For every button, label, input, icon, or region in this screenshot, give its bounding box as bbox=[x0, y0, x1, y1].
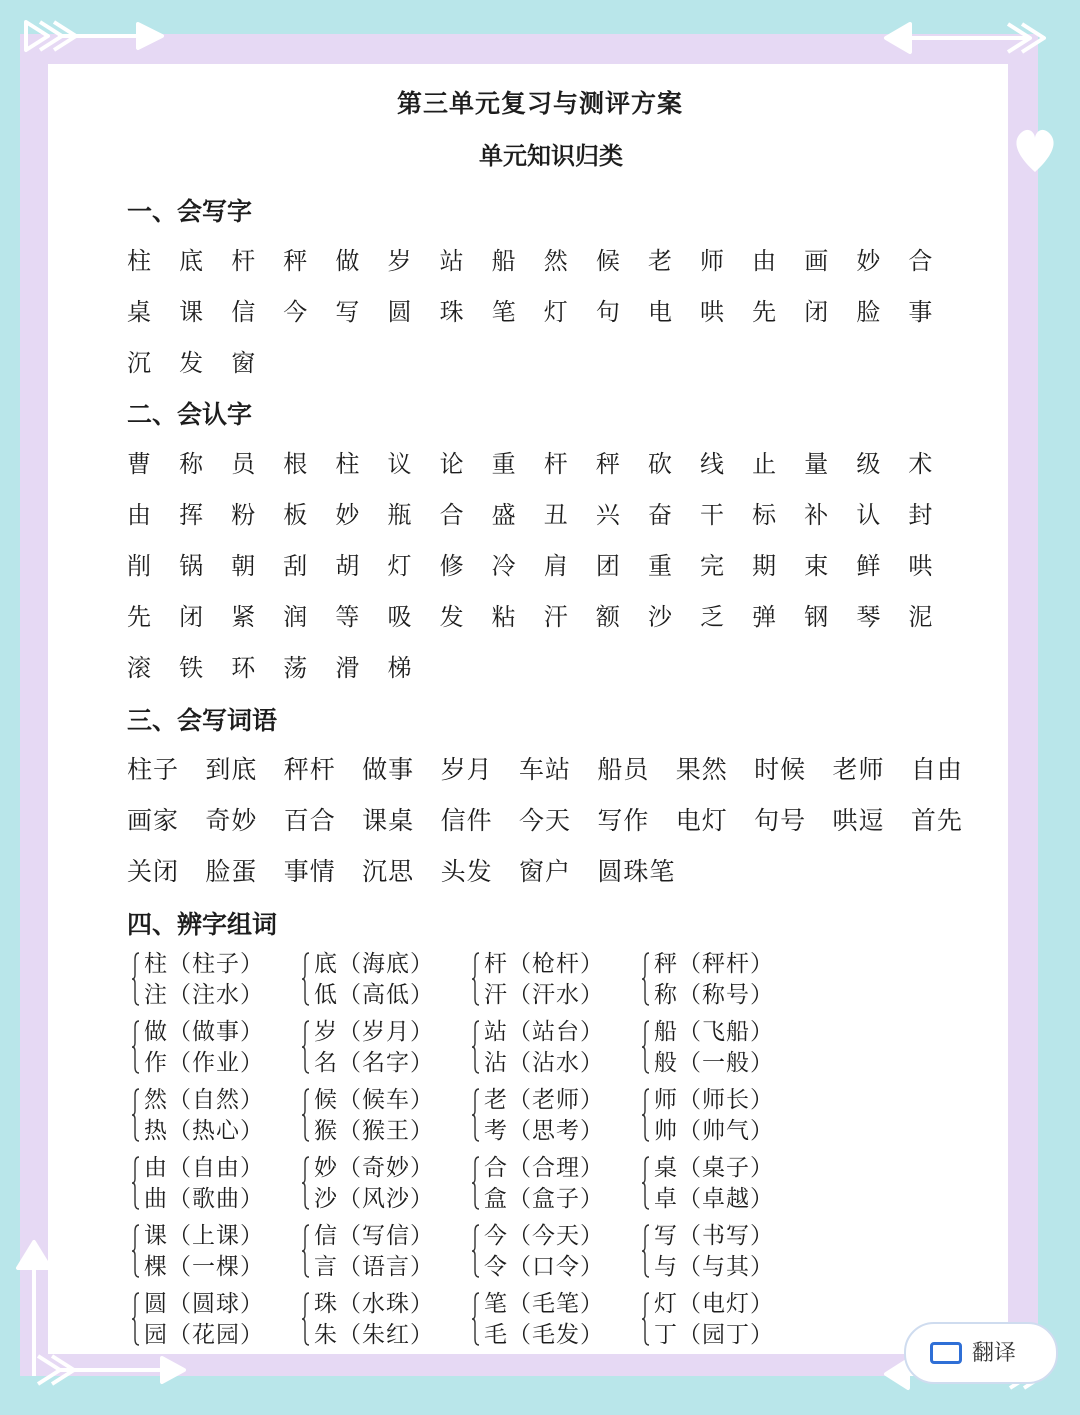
char-item: 窗 bbox=[231, 349, 256, 377]
char-pair-line: 信（写信） bbox=[314, 1223, 434, 1249]
word-item-row bbox=[127, 750, 989, 786]
word-item: 到底 bbox=[205, 755, 258, 784]
char-pair-line: 候（候车） bbox=[314, 1087, 434, 1113]
word-item: 句号 bbox=[754, 806, 807, 835]
char-item: 重 bbox=[491, 450, 516, 478]
char-item: 泥 bbox=[908, 603, 933, 631]
char-pair-line: 然（自然） bbox=[144, 1087, 264, 1113]
char-pair-line: 写（书写） bbox=[654, 1223, 774, 1249]
brace-icon bbox=[642, 1291, 650, 1347]
char-item: 岁 bbox=[387, 247, 412, 275]
char-pair-line: 园（花园） bbox=[144, 1322, 264, 1348]
brace-icon bbox=[302, 1223, 310, 1279]
char-item: 干 bbox=[700, 501, 725, 529]
char-pair-line: 曲（歌曲） bbox=[144, 1186, 264, 1212]
word-item: 沉思 bbox=[362, 857, 415, 886]
translate-button-label: 翻译 bbox=[972, 1341, 1017, 1366]
word-item: 画家 bbox=[127, 806, 180, 835]
brace-icon bbox=[642, 1087, 650, 1143]
char-pair-group bbox=[132, 1017, 264, 1079]
word-item: 首先 bbox=[910, 806, 963, 835]
char-pair-group bbox=[642, 1017, 774, 1079]
char-item: 妙 bbox=[335, 501, 360, 529]
word-item: 哄逗 bbox=[832, 806, 885, 835]
char-pair-line: 般（一般） bbox=[654, 1050, 774, 1076]
char-item: 写 bbox=[335, 298, 360, 326]
char-pair-line: 桌（桌子） bbox=[654, 1155, 774, 1181]
brace-icon bbox=[472, 951, 480, 1007]
char-pair-line: 笔（毛笔） bbox=[484, 1291, 604, 1317]
translate-icon bbox=[930, 1342, 962, 1364]
char-pair-group bbox=[132, 1289, 264, 1351]
char-item: 冷 bbox=[491, 552, 516, 580]
char-item: 兴 bbox=[595, 501, 620, 529]
char-item: 润 bbox=[283, 603, 308, 631]
char-pair-group bbox=[472, 1085, 604, 1147]
char-item: 吸 bbox=[387, 603, 412, 631]
section-heading-read-chars: 二、会认字 bbox=[127, 400, 253, 429]
word-item: 时候 bbox=[754, 755, 807, 784]
char-item: 珠 bbox=[439, 298, 464, 326]
char-item: 课 bbox=[179, 298, 204, 326]
char-item: 信 bbox=[231, 298, 256, 326]
char-item: 哄 bbox=[700, 298, 725, 326]
char-item: 鲜 bbox=[856, 552, 881, 580]
brace-icon bbox=[302, 1155, 310, 1211]
char-item: 补 bbox=[804, 501, 829, 529]
char-pair-group bbox=[132, 1085, 264, 1147]
char-pair-group bbox=[132, 1153, 264, 1215]
char-pair-line: 盒（盒子） bbox=[484, 1186, 604, 1212]
page-subtitle: 单元知识归类 bbox=[479, 142, 623, 170]
char-pair-line: 言（语言） bbox=[314, 1254, 434, 1280]
char-item: 灯 bbox=[387, 552, 412, 580]
char-item: 称 bbox=[179, 450, 204, 478]
word-item: 岁月 bbox=[440, 755, 493, 784]
char-item: 笔 bbox=[491, 298, 516, 326]
char-item: 乏 bbox=[700, 603, 725, 631]
char-item: 量 bbox=[804, 450, 829, 478]
char-pair-line: 由（自由） bbox=[144, 1155, 264, 1181]
char-pair-group bbox=[132, 1221, 264, 1283]
char-pair-group bbox=[472, 1017, 604, 1079]
char-pair-line: 底（海底） bbox=[314, 951, 434, 977]
char-item: 灯 bbox=[543, 298, 568, 326]
char-item: 弹 bbox=[752, 603, 777, 631]
arrow-top-right-decoration bbox=[880, 14, 1060, 74]
word-item: 自由 bbox=[910, 755, 963, 784]
char-item: 候 bbox=[595, 247, 620, 275]
char-item: 额 bbox=[595, 603, 620, 631]
char-pair-line: 作（作业） bbox=[144, 1050, 264, 1076]
char-item: 砍 bbox=[647, 450, 672, 478]
word-item: 柱子 bbox=[127, 755, 180, 784]
char-item: 奋 bbox=[647, 501, 672, 529]
arrow-bottom-decoration bbox=[30, 1346, 190, 1396]
char-item: 认 bbox=[856, 501, 881, 529]
char-pair-line: 热（热心） bbox=[144, 1118, 264, 1144]
char-pair-group bbox=[642, 1153, 774, 1215]
char-item: 重 bbox=[647, 552, 672, 580]
brace-icon bbox=[132, 1223, 140, 1279]
char-item: 标 bbox=[752, 501, 777, 529]
char-item: 盛 bbox=[491, 501, 516, 529]
char-pair-line: 沾（沾水） bbox=[484, 1050, 604, 1076]
char-pair-line: 注（注水） bbox=[144, 982, 264, 1008]
word-item: 今天 bbox=[518, 806, 571, 835]
char-item: 杆 bbox=[543, 450, 568, 478]
char-pair-line: 柱（柱子） bbox=[144, 951, 264, 977]
char-item: 削 bbox=[127, 552, 151, 580]
char-item: 术 bbox=[908, 450, 933, 478]
char-item: 先 bbox=[752, 298, 777, 326]
char-pair-line: 帅（帅气） bbox=[654, 1118, 774, 1144]
char-item: 师 bbox=[700, 247, 725, 275]
char-item: 船 bbox=[491, 247, 516, 275]
char-item-row bbox=[127, 546, 961, 581]
char-pair-line: 珠（水珠） bbox=[314, 1291, 434, 1317]
brace-icon bbox=[302, 1291, 310, 1347]
char-item-row bbox=[127, 241, 961, 276]
char-item: 修 bbox=[439, 552, 464, 580]
char-item: 肩 bbox=[543, 552, 568, 580]
char-pair-group bbox=[302, 1085, 434, 1147]
char-item: 桌 bbox=[127, 298, 151, 326]
word-item: 电灯 bbox=[675, 806, 728, 835]
word-item: 课桌 bbox=[362, 806, 415, 835]
brace-icon bbox=[132, 1087, 140, 1143]
section-heading-write-chars: 一、会写字 bbox=[127, 197, 253, 226]
brace-icon bbox=[642, 1223, 650, 1279]
char-item: 瓶 bbox=[387, 501, 412, 529]
word-item: 老师 bbox=[832, 755, 885, 784]
char-item: 荡 bbox=[283, 654, 308, 682]
char-pair-group bbox=[642, 949, 774, 1011]
char-item: 汗 bbox=[543, 603, 568, 631]
word-item: 车站 bbox=[518, 755, 571, 784]
char-item: 线 bbox=[700, 450, 725, 478]
char-item: 铁 bbox=[179, 654, 204, 682]
char-item: 秤 bbox=[595, 450, 620, 478]
char-item: 梯 bbox=[387, 654, 412, 682]
char-item: 级 bbox=[856, 450, 881, 478]
char-item-row bbox=[127, 597, 961, 632]
char-item: 柱 bbox=[335, 450, 360, 478]
brace-icon bbox=[132, 1155, 140, 1211]
char-pair-group bbox=[472, 1153, 604, 1215]
brace-icon bbox=[302, 1019, 310, 1075]
brace-icon bbox=[132, 1019, 140, 1075]
char-item-row bbox=[127, 648, 440, 683]
char-item: 老 bbox=[647, 247, 672, 275]
char-pair-line: 低（高低） bbox=[314, 982, 434, 1008]
char-item: 根 bbox=[283, 450, 308, 478]
word-item: 事情 bbox=[283, 857, 336, 886]
char-item: 电 bbox=[647, 298, 672, 326]
char-item: 团 bbox=[595, 552, 620, 580]
char-pair-line: 合（合理） bbox=[484, 1155, 604, 1181]
char-item: 挥 bbox=[179, 501, 204, 529]
char-item: 脸 bbox=[856, 298, 881, 326]
char-item: 钢 bbox=[804, 603, 829, 631]
char-pair-line: 卓（卓越） bbox=[654, 1186, 774, 1212]
char-item: 粘 bbox=[491, 603, 516, 631]
char-item: 然 bbox=[543, 247, 568, 275]
word-item: 奇妙 bbox=[205, 806, 258, 835]
char-pair-line: 与（与其） bbox=[654, 1254, 774, 1280]
char-item: 沙 bbox=[647, 603, 672, 631]
char-item: 等 bbox=[335, 603, 360, 631]
word-item: 写作 bbox=[597, 806, 650, 835]
char-pair-line: 妙（奇妙） bbox=[314, 1155, 434, 1181]
word-item: 头发 bbox=[440, 857, 493, 886]
char-item: 曹 bbox=[127, 450, 151, 478]
char-pair-line: 岁（岁月） bbox=[314, 1019, 434, 1045]
char-item: 发 bbox=[179, 349, 204, 377]
char-item: 朝 bbox=[231, 552, 256, 580]
char-item: 琴 bbox=[856, 603, 881, 631]
char-item: 闭 bbox=[804, 298, 829, 326]
char-item-row bbox=[127, 495, 961, 530]
char-pair-line: 毛（毛发） bbox=[484, 1322, 604, 1348]
word-item-row bbox=[127, 852, 676, 888]
char-pair-line: 秤（秤杆） bbox=[654, 951, 774, 977]
arrow-top-left-decoration bbox=[18, 14, 168, 58]
char-pair-group bbox=[302, 949, 434, 1011]
char-item-row bbox=[127, 343, 283, 378]
char-item: 秤 bbox=[283, 247, 308, 275]
char-pair-group bbox=[302, 1289, 434, 1351]
brace-icon bbox=[472, 1019, 480, 1075]
char-pair-group bbox=[302, 1017, 434, 1079]
brace-icon bbox=[642, 1019, 650, 1075]
section-heading-words: 三、会写词语 bbox=[127, 706, 278, 735]
char-item: 妙 bbox=[856, 247, 881, 275]
char-item: 完 bbox=[700, 552, 725, 580]
brace-icon bbox=[472, 1223, 480, 1279]
char-item: 发 bbox=[439, 603, 464, 631]
char-pair-line: 课（上课） bbox=[144, 1223, 264, 1249]
char-pair-group bbox=[472, 949, 604, 1011]
char-pair-line: 站（站台） bbox=[484, 1019, 604, 1045]
char-item: 杆 bbox=[231, 247, 256, 275]
brace-icon bbox=[472, 1291, 480, 1347]
word-item: 脸蛋 bbox=[205, 857, 258, 886]
char-item: 滑 bbox=[335, 654, 360, 682]
char-pair-group bbox=[472, 1221, 604, 1283]
char-pair-line: 令（口令） bbox=[484, 1254, 604, 1280]
char-item: 粉 bbox=[231, 501, 256, 529]
char-item: 期 bbox=[752, 552, 777, 580]
char-pair-line: 师（师长） bbox=[654, 1087, 774, 1113]
char-item-row bbox=[127, 292, 961, 327]
word-item: 圆珠笔 bbox=[597, 857, 676, 886]
brace-icon bbox=[132, 1291, 140, 1347]
brace-icon bbox=[302, 1087, 310, 1143]
char-pair-line: 汗（汗水） bbox=[484, 982, 604, 1008]
char-item: 哄 bbox=[908, 552, 933, 580]
char-pair-line: 老（老师） bbox=[484, 1087, 604, 1113]
char-item: 柱 bbox=[127, 247, 151, 275]
char-pair-group bbox=[642, 1221, 774, 1283]
char-pair-line: 棵（一棵） bbox=[144, 1254, 264, 1280]
char-item: 由 bbox=[127, 501, 151, 529]
char-item: 画 bbox=[804, 247, 829, 275]
char-item: 员 bbox=[231, 450, 256, 478]
char-item: 由 bbox=[752, 247, 777, 275]
word-item: 信件 bbox=[440, 806, 493, 835]
word-item: 船员 bbox=[597, 755, 650, 784]
char-item: 刮 bbox=[283, 552, 308, 580]
word-item: 果然 bbox=[675, 755, 728, 784]
char-item: 做 bbox=[335, 247, 360, 275]
char-pair-line: 称（称号） bbox=[654, 982, 774, 1008]
char-item: 先 bbox=[127, 603, 151, 631]
translate-button[interactable] bbox=[904, 1322, 1058, 1384]
word-item: 做事 bbox=[362, 755, 415, 784]
char-pair-line: 朱（朱红） bbox=[314, 1322, 434, 1348]
word-item: 秤杆 bbox=[283, 755, 336, 784]
char-pair-group bbox=[132, 949, 264, 1011]
brace-icon bbox=[132, 951, 140, 1007]
char-pair-line: 考（思考） bbox=[484, 1118, 604, 1144]
char-item: 滚 bbox=[127, 654, 151, 682]
char-pair-group bbox=[302, 1221, 434, 1283]
char-item: 议 bbox=[387, 450, 412, 478]
page-title: 第三单元复习与测评方案 bbox=[396, 89, 683, 118]
char-pair-line: 杆（枪杆） bbox=[484, 951, 604, 977]
char-pair-line: 今（今天） bbox=[484, 1223, 604, 1249]
word-item: 关闭 bbox=[127, 857, 180, 886]
char-pair-group bbox=[642, 1085, 774, 1147]
char-item: 环 bbox=[231, 654, 256, 682]
char-item: 合 bbox=[439, 501, 464, 529]
char-item: 板 bbox=[283, 501, 308, 529]
char-pair-group bbox=[472, 1289, 604, 1351]
brace-icon bbox=[642, 1155, 650, 1211]
char-item: 紧 bbox=[231, 603, 256, 631]
char-item: 丑 bbox=[543, 501, 568, 529]
char-item: 合 bbox=[908, 247, 933, 275]
char-pair-group bbox=[302, 1153, 434, 1215]
char-item: 底 bbox=[179, 247, 204, 275]
char-item: 止 bbox=[752, 450, 777, 478]
char-item: 束 bbox=[804, 552, 829, 580]
char-item: 锅 bbox=[179, 552, 204, 580]
char-item: 句 bbox=[595, 298, 620, 326]
section-heading-distinguish: 四、辨字组词 bbox=[127, 910, 278, 939]
brace-icon bbox=[302, 951, 310, 1007]
char-pair-line: 灯（电灯） bbox=[654, 1291, 774, 1317]
char-item: 今 bbox=[283, 298, 308, 326]
char-pair-line: 猴（猴王） bbox=[314, 1118, 434, 1144]
char-item: 沉 bbox=[127, 349, 151, 377]
word-item: 窗户 bbox=[518, 857, 571, 886]
char-item: 事 bbox=[908, 298, 933, 326]
brace-icon bbox=[472, 1087, 480, 1143]
char-pair-group bbox=[642, 1289, 774, 1351]
char-pair-line: 船（飞船） bbox=[654, 1019, 774, 1045]
char-item: 站 bbox=[439, 247, 464, 275]
word-item: 百合 bbox=[283, 806, 336, 835]
brace-icon bbox=[642, 951, 650, 1007]
brace-icon bbox=[472, 1155, 480, 1211]
char-item: 封 bbox=[908, 501, 933, 529]
char-pair-line: 名（名字） bbox=[314, 1050, 434, 1076]
char-item: 论 bbox=[439, 450, 464, 478]
word-item-row bbox=[127, 801, 989, 837]
char-pair-line: 做（做事） bbox=[144, 1019, 264, 1045]
char-item: 闭 bbox=[179, 603, 204, 631]
char-pair-line: 圆（圆球） bbox=[144, 1291, 264, 1317]
char-item-row bbox=[127, 444, 961, 479]
char-pair-line: 沙（风沙） bbox=[314, 1186, 434, 1212]
char-item: 胡 bbox=[335, 552, 360, 580]
char-item: 圆 bbox=[387, 298, 412, 326]
char-pair-line: 丁（园丁） bbox=[654, 1322, 774, 1348]
